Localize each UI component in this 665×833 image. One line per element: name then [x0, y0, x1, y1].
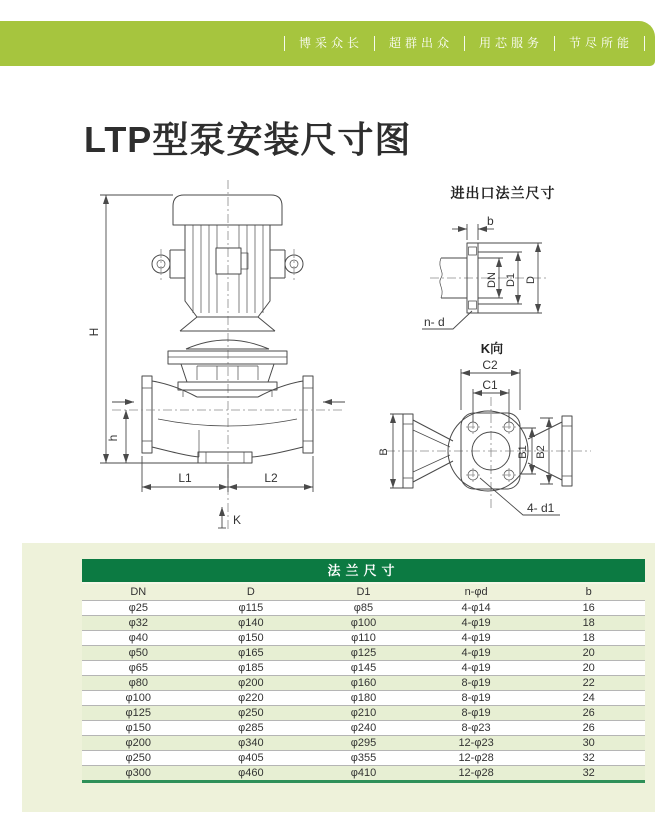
- table-row: [82, 766, 645, 782]
- table-cell: φ110: [351, 632, 376, 644]
- dim-label-b: b: [487, 214, 494, 228]
- table-cell: φ300: [125, 767, 152, 779]
- flange-section-drawing: [422, 185, 556, 329]
- table-cell: φ250: [125, 752, 152, 764]
- flange-table-panel: [22, 543, 655, 812]
- table-cell: φ25: [128, 602, 148, 614]
- table-cell: φ150: [125, 722, 152, 734]
- table-cell: 12-φ23: [458, 737, 494, 749]
- column-header-nd: n-φd: [464, 586, 488, 598]
- banner-slogan: 节尽所能: [554, 36, 645, 51]
- bolt-count-label: n- d: [424, 315, 445, 329]
- banner-slogan: 超群出众: [374, 36, 464, 51]
- table-cell: φ185: [238, 662, 264, 674]
- table-title: 法兰尺寸: [82, 559, 645, 584]
- table-cell: φ32: [128, 617, 148, 629]
- table-cell: 24: [582, 692, 595, 704]
- dim-label-C2: C2: [482, 358, 498, 372]
- table-cell: φ145: [350, 662, 377, 674]
- banner-slogan: 博采众长: [284, 36, 374, 51]
- dim-label-DN: DN: [486, 272, 498, 288]
- table-row: [82, 646, 645, 661]
- technical-drawings: [80, 172, 660, 540]
- top-banner: [0, 21, 655, 66]
- table-cell: φ200: [238, 677, 264, 689]
- table-cell: 4-φ19: [461, 647, 491, 659]
- dim-label-B1: B1: [517, 445, 529, 459]
- table-cell: φ80: [128, 677, 148, 689]
- table-cell: φ210: [350, 707, 377, 719]
- dim-label-L1: L1: [178, 471, 192, 485]
- table-cell: 18: [582, 632, 595, 644]
- table-row: [82, 631, 645, 646]
- table-cell: φ125: [125, 707, 152, 719]
- k-view-title: K向: [480, 341, 504, 356]
- table-cell: φ165: [238, 647, 264, 659]
- dim-label-C1: C1: [482, 378, 498, 392]
- table-cell: φ65: [128, 662, 148, 674]
- table-cell: φ405: [238, 752, 264, 764]
- table-cell: φ160: [350, 677, 377, 689]
- table-cell: φ340: [238, 737, 264, 749]
- dim-label-D1: D1: [505, 272, 517, 288]
- table-cell: 20: [582, 662, 595, 674]
- table-cell: 4-φ19: [461, 617, 491, 629]
- bolt-count-label: 4- d1: [527, 501, 555, 515]
- table-cell: 26: [582, 722, 595, 734]
- table-cell: φ355: [350, 752, 377, 764]
- table-cell: 12-φ28: [458, 767, 494, 779]
- table-row: [82, 601, 645, 616]
- dim-label-B: B: [378, 448, 390, 456]
- table-cell: φ125: [350, 647, 377, 659]
- table-cell: 8-φ19: [461, 692, 491, 704]
- table-cell: φ460: [238, 767, 264, 779]
- pump-front-view-drawing: [87, 180, 345, 530]
- table-row: [82, 676, 645, 691]
- table-cell: φ285: [238, 722, 264, 734]
- dim-label-K: K: [233, 513, 242, 527]
- table-row: [82, 616, 645, 631]
- table-cell: φ115: [238, 602, 264, 614]
- dim-label-L2: L2: [264, 471, 278, 485]
- dim-label-h: h: [106, 434, 120, 442]
- dim-label-H: H: [87, 327, 101, 337]
- flange-view-title: 进出口法兰尺寸: [450, 185, 556, 201]
- table-cell: φ100: [350, 617, 377, 629]
- table-cell: φ200: [125, 737, 152, 749]
- table-row: [82, 706, 645, 721]
- table-row: [82, 721, 645, 736]
- table-cell: φ40: [128, 632, 148, 644]
- k-direction-view-drawing: [378, 341, 591, 515]
- table-row: [82, 661, 645, 676]
- flange-table: [82, 559, 645, 783]
- table-cell: φ85: [353, 602, 374, 614]
- table-cell: 20: [582, 647, 595, 659]
- table-cell: φ295: [350, 737, 377, 749]
- table-cell: 26: [582, 707, 595, 719]
- table-cell: φ100: [125, 692, 152, 704]
- table-cell: 30: [582, 737, 595, 749]
- table-row: [82, 751, 645, 766]
- table-cell: φ250: [238, 707, 264, 719]
- table-cell: 4-φ14: [461, 602, 491, 614]
- table-row: [82, 736, 645, 751]
- dim-label-D: D: [525, 276, 537, 284]
- table-cell: φ240: [350, 722, 377, 734]
- table-cell: 12-φ28: [458, 752, 494, 764]
- column-header-d: D: [246, 586, 255, 598]
- table-cell: 32: [582, 752, 595, 764]
- table-row: [82, 691, 645, 706]
- table-cell: φ410: [350, 767, 377, 779]
- table-cell: 16: [582, 602, 595, 614]
- table-cell: φ150: [238, 632, 264, 644]
- table-cell: 4-φ19: [461, 662, 491, 674]
- table-cell: 22: [582, 677, 595, 689]
- table-cell: φ140: [238, 617, 264, 629]
- table-cell: φ50: [128, 647, 148, 659]
- table-cell: 8-φ19: [461, 707, 491, 719]
- table-cell: 4-φ19: [461, 632, 491, 644]
- column-header-dn: DN: [130, 586, 147, 598]
- table-cell: 18: [582, 617, 595, 629]
- banner-slogan: 用芯服务: [464, 36, 554, 51]
- page-title: LTP型泵安装尺寸图: [84, 119, 412, 160]
- table-cell: φ180: [350, 692, 377, 704]
- table-cell: 8-φ23: [461, 722, 491, 734]
- table-cell: 32: [582, 767, 595, 779]
- column-header-d1: D1: [356, 586, 371, 598]
- column-header-b: b: [585, 586, 592, 598]
- table-header-row: [82, 584, 645, 601]
- table-cell: 8-φ19: [461, 677, 491, 689]
- dim-label-B2: B2: [535, 445, 547, 459]
- table-cell: φ220: [238, 692, 264, 704]
